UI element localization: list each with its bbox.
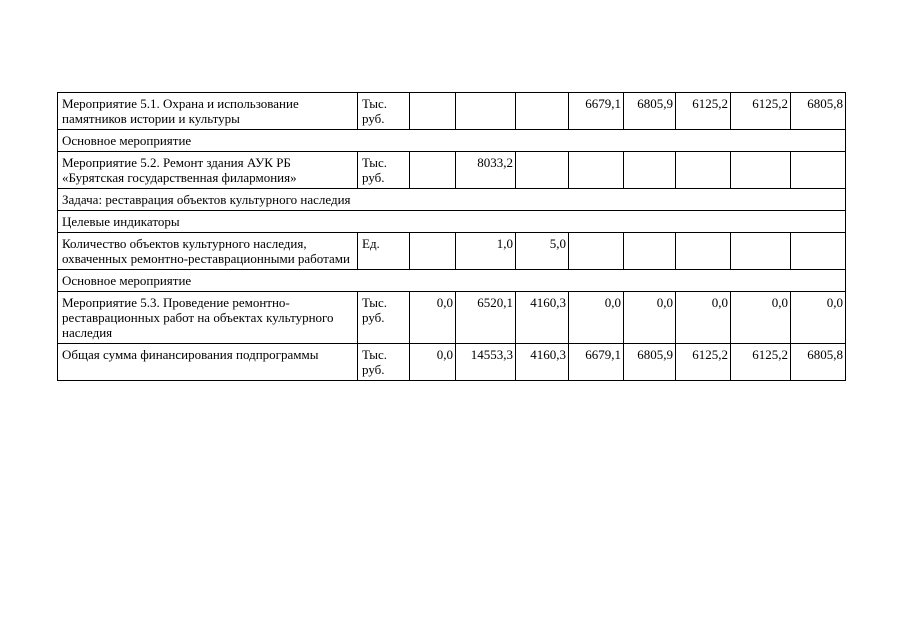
section-row bbox=[58, 130, 846, 152]
value-cell bbox=[731, 152, 791, 189]
section-row bbox=[58, 270, 846, 292]
row-unit: Тыс. руб. bbox=[358, 93, 410, 130]
value-cell bbox=[791, 152, 846, 189]
value-cell: 0,0 bbox=[410, 344, 456, 381]
value-cell bbox=[569, 152, 624, 189]
value-cell: 4160,3 bbox=[516, 344, 569, 381]
value-cell bbox=[676, 152, 731, 189]
value-cell: 1,0 bbox=[456, 233, 516, 270]
table-row bbox=[58, 344, 846, 381]
section-title: Целевые индикаторы bbox=[58, 211, 846, 233]
row-unit: Тыс. руб. bbox=[358, 152, 410, 189]
section-title: Основное мероприятие bbox=[58, 130, 846, 152]
value-cell bbox=[624, 152, 676, 189]
value-cell bbox=[676, 233, 731, 270]
value-cell: 0,0 bbox=[731, 292, 791, 344]
value-cell: 6125,2 bbox=[731, 344, 791, 381]
row-unit: Тыс. руб. bbox=[358, 292, 410, 344]
value-cell: 5,0 bbox=[516, 233, 569, 270]
value-cell bbox=[624, 233, 676, 270]
value-cell: 6679,1 bbox=[569, 344, 624, 381]
value-cell: 0,0 bbox=[569, 292, 624, 344]
value-cell: 4160,3 bbox=[516, 292, 569, 344]
value-cell: 0,0 bbox=[791, 292, 846, 344]
value-cell: 0,0 bbox=[676, 292, 731, 344]
value-cell bbox=[791, 233, 846, 270]
row-unit: Ед. bbox=[358, 233, 410, 270]
table-row bbox=[58, 93, 846, 130]
value-cell: 6520,1 bbox=[456, 292, 516, 344]
section-row bbox=[58, 189, 846, 211]
value-cell: 6125,2 bbox=[676, 93, 731, 130]
value-cell: 6125,2 bbox=[676, 344, 731, 381]
value-cell: 14553,3 bbox=[456, 344, 516, 381]
value-cell: 6805,8 bbox=[791, 344, 846, 381]
value-cell: 0,0 bbox=[624, 292, 676, 344]
value-cell: 6125,2 bbox=[731, 93, 791, 130]
row-name: Мероприятие 5.2. Ремонт здания АУК РБ «Бурятская государственная филармония» bbox=[58, 152, 358, 189]
row-name: Мероприятие 5.3. Проведение ремонтно-реставрационных работ на объектах культурного наследия bbox=[58, 292, 358, 344]
value-cell bbox=[410, 233, 456, 270]
value-cell bbox=[410, 152, 456, 189]
value-cell bbox=[410, 93, 456, 130]
value-cell bbox=[731, 233, 791, 270]
row-name: Общая сумма финансирования подпрограммы bbox=[58, 344, 358, 381]
section-title: Основное мероприятие bbox=[58, 270, 846, 292]
row-unit: Тыс. руб. bbox=[358, 344, 410, 381]
section-row bbox=[58, 211, 846, 233]
table-row bbox=[58, 233, 846, 270]
value-cell bbox=[516, 152, 569, 189]
row-name: Количество объектов культурного наследия, охваченных ремонтно-реставрационными работами bbox=[58, 233, 358, 270]
section-title: Задача: реставрация объектов культурного наследия bbox=[58, 189, 846, 211]
value-cell bbox=[516, 93, 569, 130]
row-name: Мероприятие 5.1. Охрана и использование памятников истории и культуры bbox=[58, 93, 358, 130]
table-row bbox=[58, 152, 846, 189]
value-cell: 8033,2 bbox=[456, 152, 516, 189]
financing-table bbox=[57, 92, 846, 381]
table-row bbox=[58, 292, 846, 344]
value-cell bbox=[456, 93, 516, 130]
value-cell: 6805,8 bbox=[791, 93, 846, 130]
value-cell bbox=[569, 233, 624, 270]
value-cell: 6805,9 bbox=[624, 93, 676, 130]
value-cell: 6679,1 bbox=[569, 93, 624, 130]
value-cell: 6805,9 bbox=[624, 344, 676, 381]
value-cell: 0,0 bbox=[410, 292, 456, 344]
